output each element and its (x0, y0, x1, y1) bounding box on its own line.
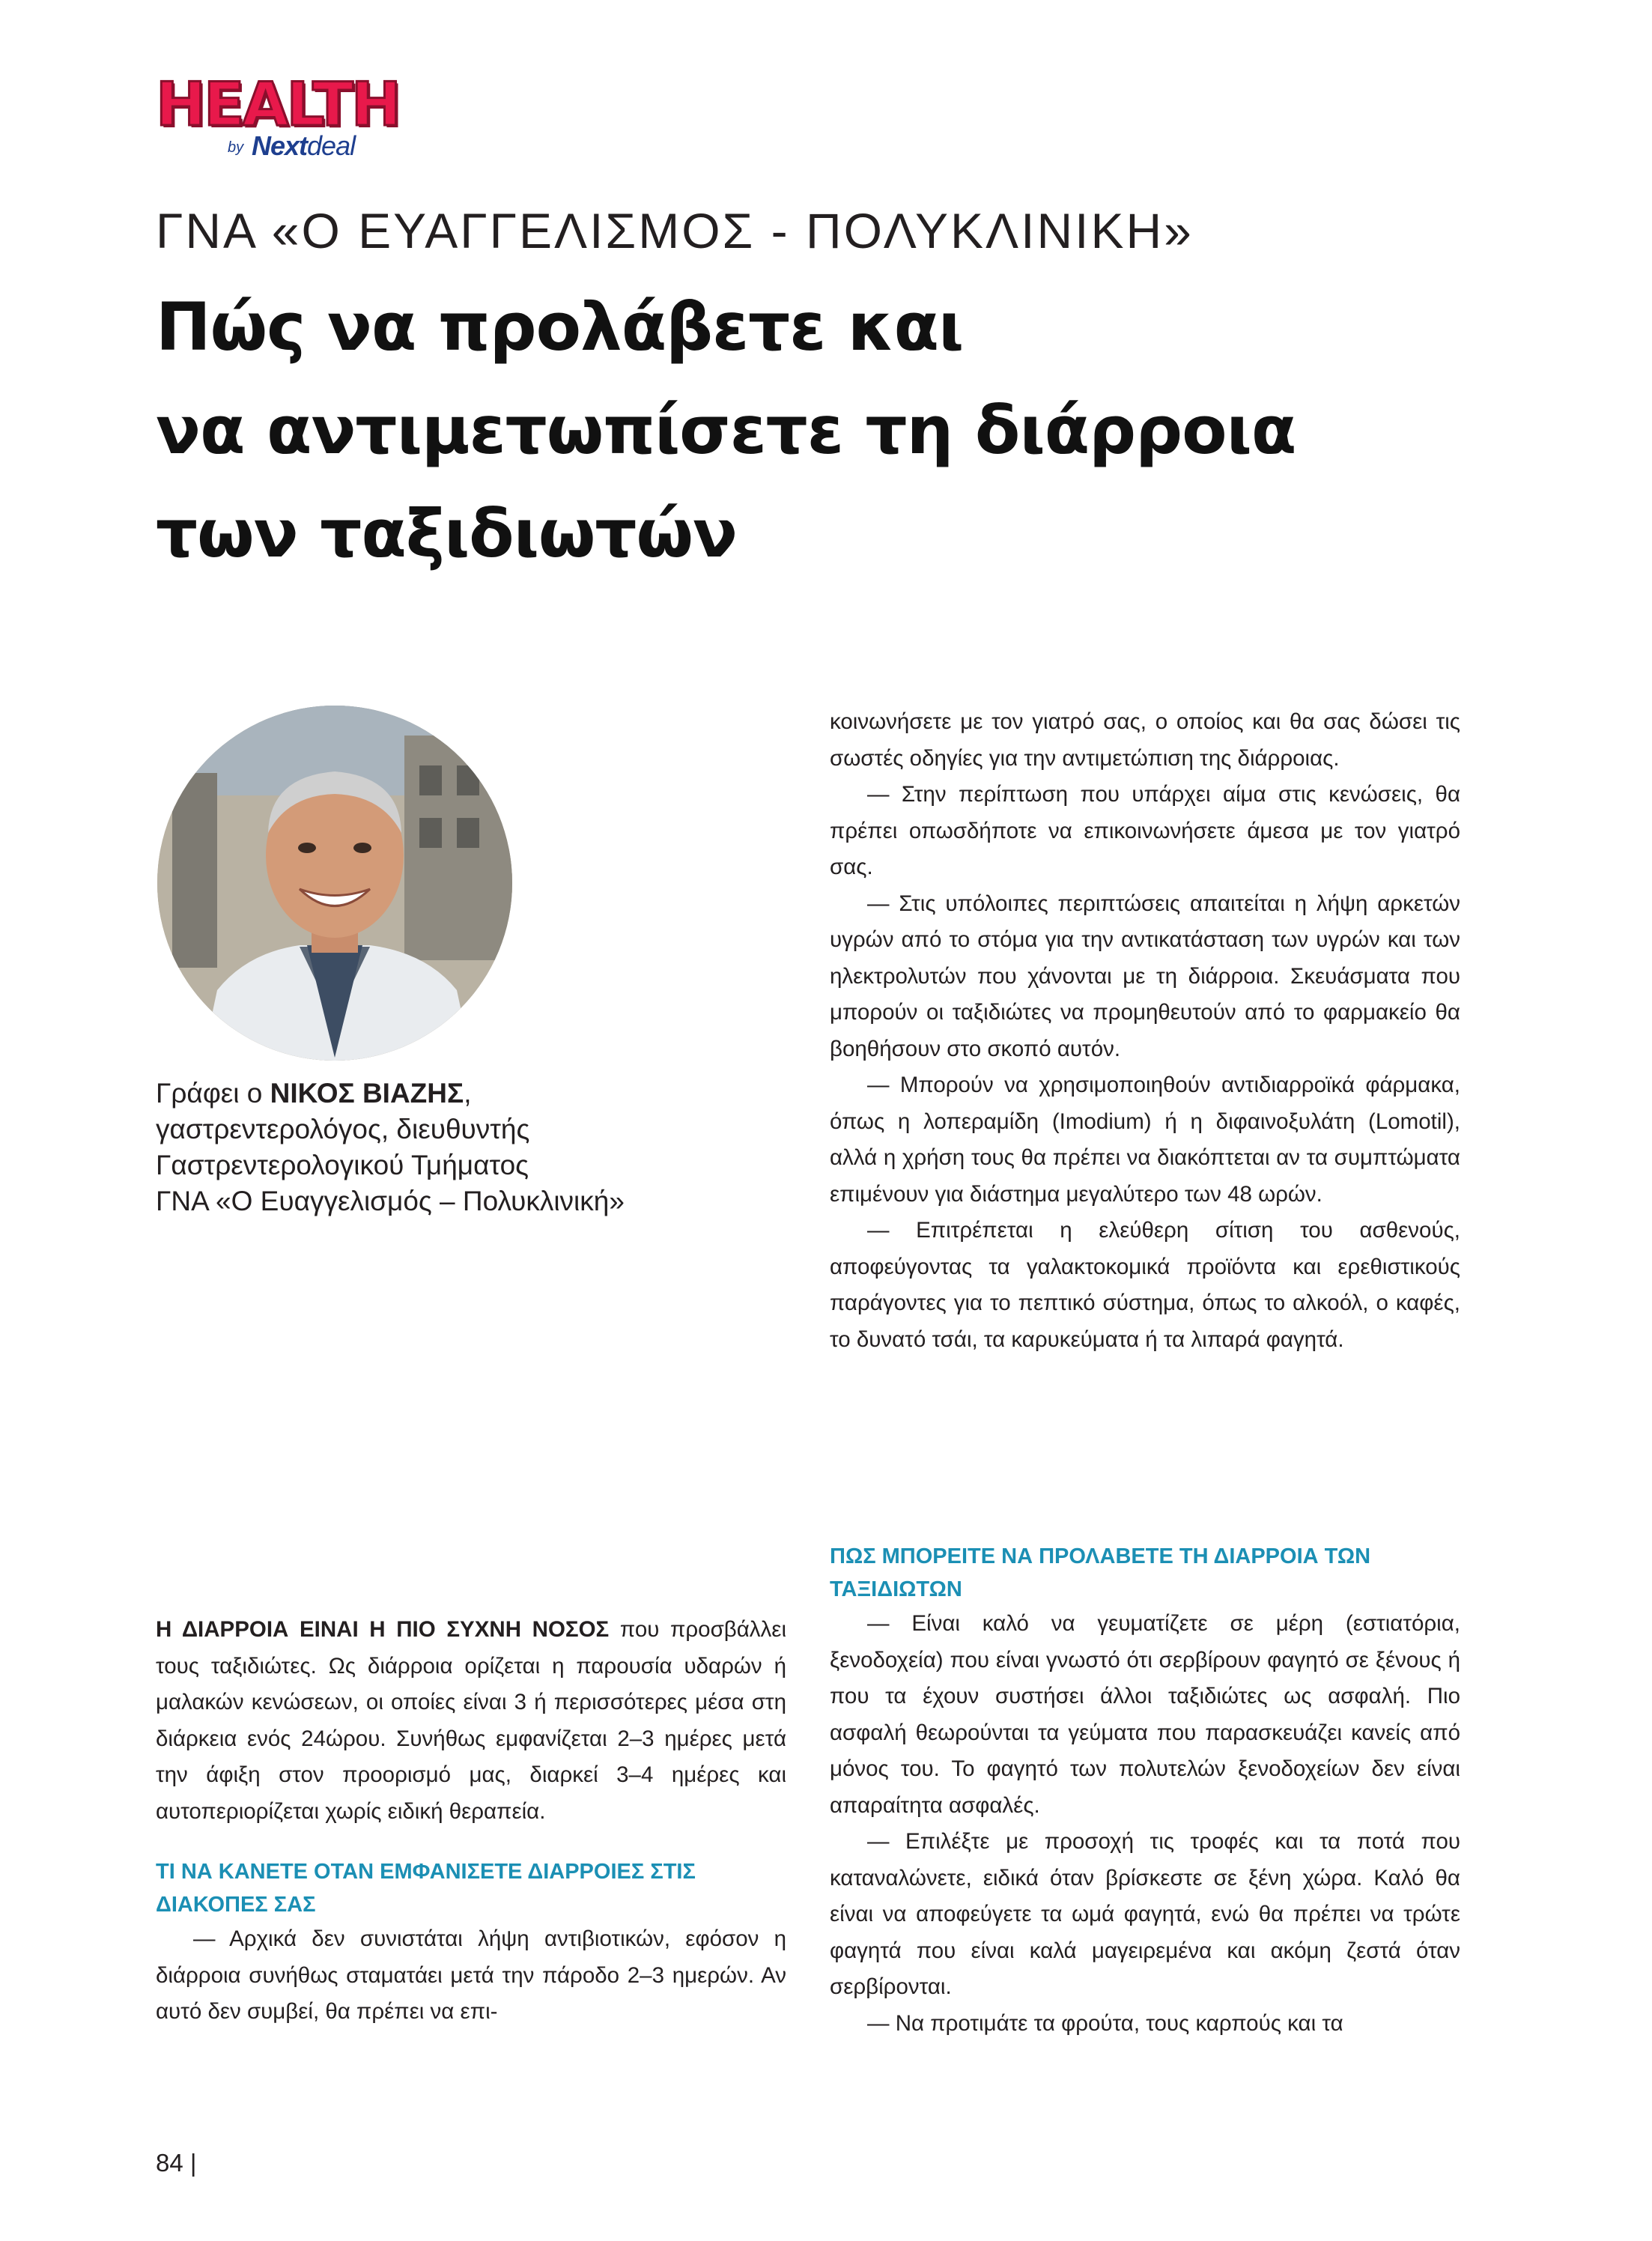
portrait-illustration (157, 706, 512, 1061)
right-column-bottom (830, 1540, 1460, 2042)
title-line-1: Πώς να προλάβετε και (156, 288, 964, 366)
paragraph: — Είναι καλό να γευματίζετε σε μέρη (εστιατόρια, ξενοδοχεία) που είναι γνωστό ότι σερβίρουν φαγητό σε ξένους ή που τα έχουν συστήσει άλλοι ταξιδιώτες ως ασφαλή. Πιο ασφαλή θεωρούνται τα γεύματα που παρασκευάζει κανείς από μόνος του. Το φαγητό των πολυτελών ξενοδοχείων δεν είναι απαραίτητα ασφαλές. (830, 1611, 1460, 1818)
logo-by: by (228, 139, 244, 156)
author-byline (156, 1076, 755, 1219)
logo-brand-light: deal (307, 130, 356, 161)
logo-brand-bold: Next (252, 130, 308, 161)
author-portrait (157, 706, 512, 1061)
paragraph: — Μπορούν να χρησιμοποιηθούν αντιδιαρροϊκά φάρμακα, όπως η λοπεραμίδη (Imodium) ή η διφαινοξυλάτη (Lomotil), αλλά η χρήση τους θα πρέπει να διακόπτεται αν τα συμπτώματα επιμένουν για διάστημα μεγαλύτερο των 48 ωρών. (830, 1073, 1460, 1207)
paragraph: — Αρχικά δεν συνιστάται λήψη αντιβιοτικών, εφόσον η διάρροια συνήθως σταματάει μετά την πάροδο 2–3 ημερών. Αν αυτό δεν συμβεί, θα πρέπει να επι- (156, 1926, 786, 2024)
kicker: ΓΝΑ «Ο ΕΥΑΓΓΕΛΙΣΜΟΣ - ΠΟΛΥΚΛΙΝΙΚΗ» (156, 203, 1194, 258)
intro-lead: Η ΔΙΑΡΡΟΙΑ ΕΙΝΑΙ Η ΠΙΟ ΣΥΧΝΗ ΝΟΣΟΣ (156, 1617, 610, 1642)
byline-comma: , (464, 1078, 472, 1109)
paragraph: — Να προτιμάτε τα φρούτα, τους καρπούς και τα (867, 2010, 1343, 2036)
byline-line-3: Γαστρεντερολογικού Τμήματος (156, 1150, 529, 1180)
paragraph: — Επιτρέπεται η ελεύθερη σίτιση του ασθενούς, αποφεύγοντας τα γαλακτοκομικά προϊόντα και ερεθιστικούς παράγοντες για το πεπτικό σύστημα, όπως το αλκοόλ, ο καφές, το δυνατό τσάι, τα καρυκεύματα ή τα λιπαρά φαγητά. (830, 1218, 1460, 1352)
intro-paragraph (156, 1612, 786, 1830)
spacer (156, 1830, 786, 1855)
paragraph: — Στην περίπτωση που υπάρχει αίμα στις κενώσεις, θα πρέπει οπωσδήποτε να επικοινωνήσετε άμεσα με τον γιατρό σας. (830, 782, 1460, 879)
byline-prefix: Γράφει ο (156, 1078, 270, 1109)
page-number: 84 | (156, 2149, 197, 2177)
left-column (156, 1612, 786, 2031)
article-title (156, 276, 1541, 586)
logo-brand (252, 130, 355, 162)
author-name: ΝΙΚΟΣ ΒΙΑΖΗΣ (270, 1078, 464, 1109)
health-logo (156, 70, 403, 161)
section-heading: ΠΩΣ ΜΠΟΡΕΙΤΕ ΝΑ ΠΡΟΛΑΒΕΤΕ ΤΗ ΔΙΑΡΡΟΙΑ ΤΩΝ ΤΑΞΙΔΙΩΤΩΝ (830, 1544, 1371, 1601)
paragraph: κοινωνήσετε με τον γιατρό σας, ο οποίος και θα σας δώσει τις σωστές οδηγίες για την αντιμετώπιση της διάρροιας. (830, 709, 1460, 771)
byline-line-4: ΓΝΑ «Ο Ευαγγελισμός – Πολυκλινική» (156, 1186, 625, 1216)
title-line-3: των ταξιδιωτών (156, 495, 737, 572)
paragraph: — Στις υπόλοιπες περιπτώσεις απαιτείται η λήψη αρκετών υγρών από το στόμα για την αντικατάσταση των υγρών και των ηλεκτρολυτών που χάνονται με τη διάρροια. Σκευάσματα που μπορούν οι ταξιδιώτες να προμηθευτούν από το φαρμακείο θα βοηθήσουν στο σκοπό αυτόν. (830, 891, 1460, 1061)
right-column-top (830, 704, 1460, 1358)
paragraph: — Επιλέξτε με προσοχή τις τροφές και τα ποτά που καταναλώνετε, ειδικά όταν βρίσκεστε σε ξένη χώρα. Καλό θα είναι να αποφεύγετε τα ωμά φαγητά, ενώ θα πρέπει να τρώτε φαγητά που είναι καλά μαγειρεμένα και ακόμη ζεστά όταν σερβίρονται. (830, 1829, 1460, 1999)
section-heading: ΤΙ ΝΑ ΚΑΝΕΤΕ ΟΤΑΝ ΕΜΦΑΝΙΣΕΤΕ ΔΙΑΡΡΟΙΕΣ ΣΤΙΣ ΔΙΑΚΟΠΕΣ ΣΑΣ (156, 1860, 696, 1917)
byline-line-1 (156, 1076, 755, 1112)
intro-text: που προσβάλλει τους ταξιδιώτες. Ως διάρροια ορίζεται η παρουσία υδαρών ή μαλακών κενώσεων, οι οποίες είναι 3 ή περισσότερες μέσα στη διάρκεια ενός 24ώρου. Συνήθως εμφανίζεται 2–3 ημέρες μετά την άφιξη στον προορισμό μας, διαρκεί 3–4 ημέρες και αυτοπεριορίζεται χωρίς ειδική θεραπεία. (156, 1617, 786, 1824)
byline-line-2: γαστρεντερολόγος, διευθυντής (156, 1114, 530, 1144)
title-line-2: να αντιμετωπίσετε τη διάρροια (156, 392, 1296, 469)
logo-wordmark: HEALTH (156, 70, 399, 139)
